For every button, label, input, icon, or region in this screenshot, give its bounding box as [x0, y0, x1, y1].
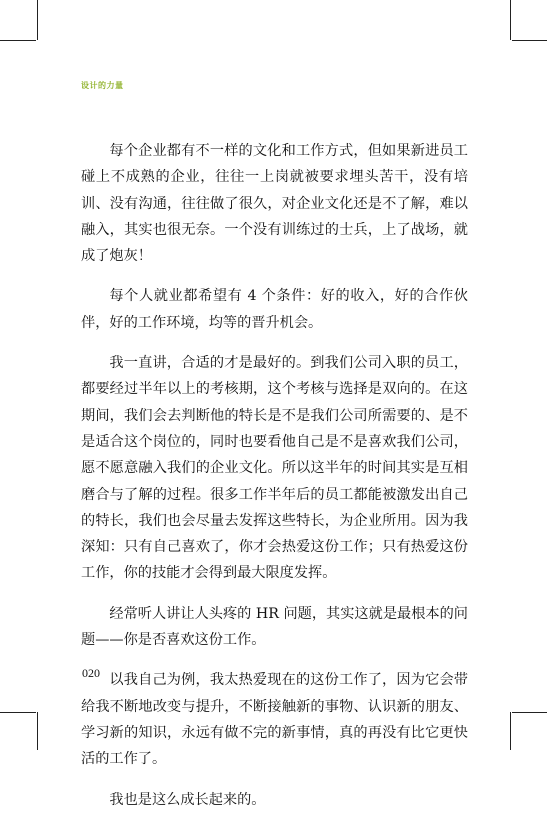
crop-mark-bottom-right-horizontal — [512, 712, 547, 713]
body-text — [81, 138, 468, 827]
crop-mark-top-left-vertical — [37, 0, 38, 40]
paragraph: 每个人就业都希望有 4 个条件：好的收入，好的合作伙伴，好的工作环境，均等的晋升机会。 — [81, 288, 468, 331]
paragraph: 以我自己为例，我太热爱现在的这份工作了，因为它会带给我不断地改变与提升，不断接触新的事物、认识新的朋友、学习新的知识，永远有做不完的新事情，真的再没有比它更快活的工作了。 — [81, 672, 468, 768]
running-header-title: 设计的力量 — [81, 81, 124, 90]
page-number: 020 — [82, 666, 100, 680]
paragraph: 我也是这么成长起来的。 — [109, 791, 266, 808]
crop-mark-top-right-horizontal — [512, 40, 547, 41]
crop-mark-bottom-right-vertical — [510, 712, 511, 750]
crop-mark-bottom-left-vertical — [37, 712, 38, 750]
crop-mark-top-left-horizontal — [0, 40, 36, 41]
crop-mark-top-right-vertical — [510, 0, 511, 40]
paragraph: 经常听人讲让人头疼的 HR 问题，其实这就是最根本的问题——你是否喜欢这份工作。 — [81, 605, 468, 649]
crop-mark-bottom-left-horizontal — [0, 712, 36, 713]
paragraph: 每个企业都有不一样的文化和工作方式，但如果新进员工碰上不成熟的企业，往往一上岗就被要求埋头苦干，没有培训、没有沟通，往往做了很久，对企业文化还是不了解，难以融入，其实也很无奈。一个没有训练过的士兵，上了战场，就成了炮灰！ — [81, 143, 468, 265]
paragraph: 我一直讲，合适的才是最好的。到我们公司入职的员工，都要经过半年以上的考核期，这个考核与选择是双向的。在这期间，我们会去判断他的特长是不是我们公司所需要的、是不是适合这个岗位的，同时也要看他自己是不是喜欢我们公司，愿不愿意融入我们的企业文化。所以这半年的时间其实是互相磨合与了解的过程。很多工作半年后的员工都能被激发出自己的特长，我们也会尽量去发挥这些特长，为企业所用。因为我深知：只有自己喜欢了，你才会热爱这份工作；只有热爱这份工作，你的技能才会得到最大限度发挥。 — [81, 355, 468, 582]
